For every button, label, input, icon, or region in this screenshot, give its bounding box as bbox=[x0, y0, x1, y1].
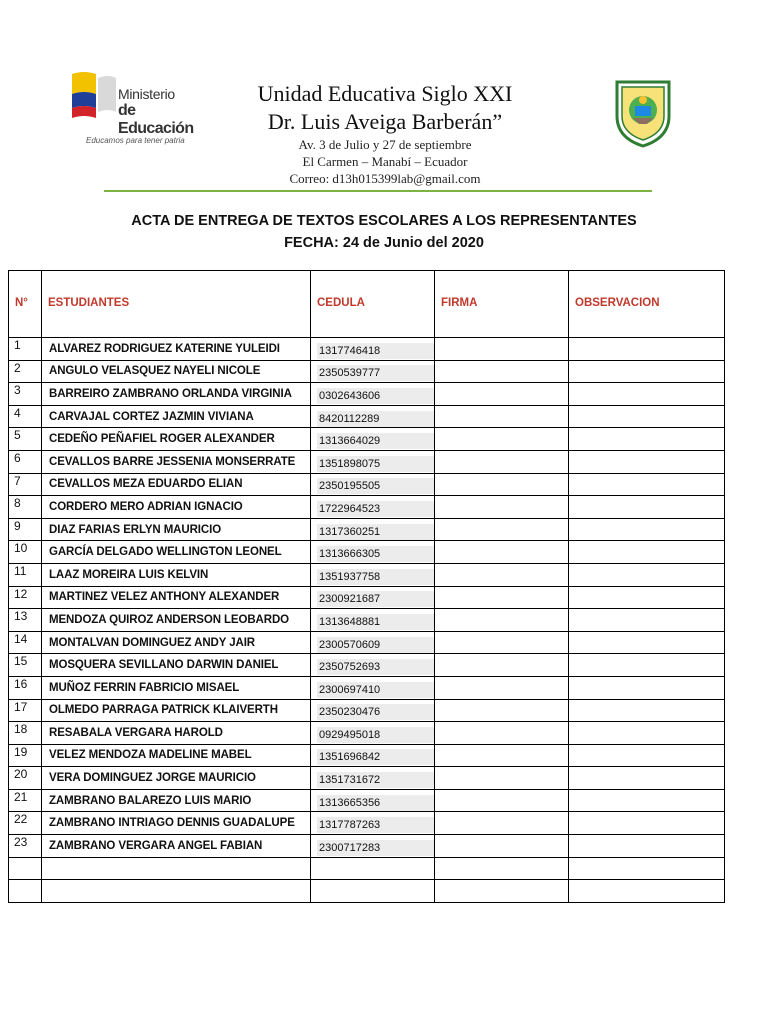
row-number: 18 bbox=[9, 722, 42, 745]
row-number: 21 bbox=[9, 789, 42, 812]
column-header-firma: FIRMA bbox=[435, 271, 569, 338]
student-name: ZAMBRANO VERGARA ANGEL FABIAN bbox=[42, 835, 311, 858]
cedula-cell bbox=[311, 338, 435, 361]
ministry-flag-icon bbox=[70, 68, 118, 126]
table-row bbox=[9, 744, 725, 767]
observation-cell[interactable] bbox=[569, 338, 725, 361]
student-name: MARTINEZ VELEZ ANTHONY ALEXANDER bbox=[42, 586, 311, 609]
document-title-block bbox=[0, 210, 768, 254]
cedula-value: 2300717283 bbox=[317, 840, 435, 856]
observation-cell[interactable] bbox=[569, 405, 725, 428]
table-row bbox=[9, 722, 725, 745]
row-number: 4 bbox=[9, 405, 42, 428]
ministry-name-line2: de Educación bbox=[118, 102, 194, 137]
row-number: 9 bbox=[9, 518, 42, 541]
observation-cell[interactable] bbox=[569, 767, 725, 790]
observation-cell[interactable] bbox=[569, 744, 725, 767]
row-number: 19 bbox=[9, 744, 42, 767]
cedula-cell bbox=[311, 563, 435, 586]
column-header-cedula: CEDULA bbox=[311, 271, 435, 338]
email-line: Correo: d13h015399lab@gmail.com bbox=[289, 171, 481, 186]
observation-cell[interactable] bbox=[569, 541, 725, 564]
table-row bbox=[9, 338, 725, 361]
table-row bbox=[9, 654, 725, 677]
cedula-value: 1351937758 bbox=[317, 569, 435, 585]
cedula-cell bbox=[311, 496, 435, 519]
ministry-logo bbox=[70, 68, 194, 152]
signature-cell[interactable] bbox=[435, 338, 569, 361]
signature-cell[interactable] bbox=[435, 880, 569, 903]
student-name: VERA DOMINGUEZ JORGE MAURICIO bbox=[42, 767, 311, 790]
cedula-value: 1351898075 bbox=[317, 456, 435, 472]
signature-cell[interactable] bbox=[435, 383, 569, 406]
table-header-row bbox=[9, 271, 725, 338]
cedula-cell bbox=[311, 450, 435, 473]
cedula-cell bbox=[311, 857, 435, 880]
column-header-number: N° bbox=[9, 271, 42, 338]
observation-cell[interactable] bbox=[569, 857, 725, 880]
observation-cell[interactable] bbox=[569, 609, 725, 632]
cedula-cell bbox=[311, 767, 435, 790]
table-row bbox=[9, 405, 725, 428]
student-name: BARREIRO ZAMBRANO ORLANDA VIRGINIA bbox=[42, 383, 311, 406]
student-name: GARCÍA DELGADO WELLINGTON LEONEL bbox=[42, 541, 311, 564]
cedula-value: 1317787263 bbox=[317, 817, 435, 833]
signature-cell[interactable] bbox=[435, 654, 569, 677]
signature-cell[interactable] bbox=[435, 473, 569, 496]
student-name: MONTALVAN DOMINGUEZ ANDY JAIR bbox=[42, 631, 311, 654]
table-row bbox=[9, 496, 725, 519]
cedula-value: 1313665356 bbox=[317, 795, 435, 811]
row-number: 10 bbox=[9, 541, 42, 564]
student-name bbox=[42, 857, 311, 880]
header-divider bbox=[104, 190, 652, 192]
cedula-cell bbox=[311, 835, 435, 858]
cedula-cell bbox=[311, 405, 435, 428]
signature-cell[interactable] bbox=[435, 631, 569, 654]
observation-cell[interactable] bbox=[569, 654, 725, 677]
table-row bbox=[9, 541, 725, 564]
cedula-cell bbox=[311, 518, 435, 541]
cedula-cell bbox=[311, 631, 435, 654]
table-row bbox=[9, 857, 725, 880]
cedula-value: 2300570609 bbox=[317, 637, 435, 653]
observation-cell[interactable] bbox=[569, 722, 725, 745]
cedula-cell bbox=[311, 722, 435, 745]
student-name: MUÑOZ FERRIN FABRICIO MISAEL bbox=[42, 676, 311, 699]
cedula-cell bbox=[311, 541, 435, 564]
row-number: 5 bbox=[9, 428, 42, 451]
signature-cell[interactable] bbox=[435, 541, 569, 564]
cedula-cell bbox=[311, 609, 435, 632]
student-name: CEDEÑO PEÑAFIEL ROGER ALEXANDER bbox=[42, 428, 311, 451]
row-number: 23 bbox=[9, 835, 42, 858]
observation-cell[interactable] bbox=[569, 473, 725, 496]
cedula-value: 1313666305 bbox=[317, 546, 435, 562]
observation-cell[interactable] bbox=[569, 812, 725, 835]
observation-cell[interactable] bbox=[569, 383, 725, 406]
table-row bbox=[9, 880, 725, 903]
row-number bbox=[9, 857, 42, 880]
table-row bbox=[9, 789, 725, 812]
cedula-cell bbox=[311, 360, 435, 383]
document-title: ACTA DE ENTREGA DE TEXTOS ESCOLARES A LOS REPRESENTANTES bbox=[131, 213, 637, 229]
cedula-cell bbox=[311, 586, 435, 609]
signature-cell[interactable] bbox=[435, 428, 569, 451]
signature-cell[interactable] bbox=[435, 722, 569, 745]
cedula-value: 2350752693 bbox=[317, 659, 435, 675]
table-row bbox=[9, 473, 725, 496]
table-row bbox=[9, 835, 725, 858]
row-number: 14 bbox=[9, 631, 42, 654]
student-roster-table bbox=[8, 270, 725, 903]
student-name: LAAZ MOREIRA LUIS KELVIN bbox=[42, 563, 311, 586]
signature-cell[interactable] bbox=[435, 360, 569, 383]
cedula-value: 1317746418 bbox=[317, 343, 435, 359]
cedula-value: 1351731672 bbox=[317, 772, 435, 788]
cedula-cell bbox=[311, 699, 435, 722]
address-line2: El Carmen – Manabí – Ecuador bbox=[302, 154, 468, 169]
table-row bbox=[9, 360, 725, 383]
cedula-cell bbox=[311, 676, 435, 699]
observation-cell[interactable] bbox=[569, 586, 725, 609]
row-number: 11 bbox=[9, 563, 42, 586]
signature-cell[interactable] bbox=[435, 767, 569, 790]
ministry-name-line1: Ministerio bbox=[118, 86, 175, 102]
table-row bbox=[9, 767, 725, 790]
row-number: 3 bbox=[9, 383, 42, 406]
table-row bbox=[9, 518, 725, 541]
table-row bbox=[9, 586, 725, 609]
row-number: 20 bbox=[9, 767, 42, 790]
observation-cell[interactable] bbox=[569, 518, 725, 541]
school-name-line1: Unidad Educativa Siglo XXI bbox=[257, 81, 513, 106]
observation-cell[interactable] bbox=[569, 450, 725, 473]
cedula-cell bbox=[311, 428, 435, 451]
signature-cell[interactable] bbox=[435, 518, 569, 541]
student-name: MOSQUERA SEVILLANO DARWIN DANIEL bbox=[42, 654, 311, 677]
school-header bbox=[230, 80, 540, 187]
cedula-value: 1722964523 bbox=[317, 501, 435, 517]
signature-cell[interactable] bbox=[435, 812, 569, 835]
cedula-value: 8420112289 bbox=[317, 411, 435, 427]
column-header-observacion: OBSERVACION bbox=[569, 271, 725, 338]
cedula-value: 2350195505 bbox=[317, 478, 435, 494]
student-name bbox=[42, 880, 311, 903]
observation-cell[interactable] bbox=[569, 676, 725, 699]
cedula-value: 2350539777 bbox=[317, 365, 435, 381]
observation-cell[interactable] bbox=[569, 789, 725, 812]
cedula-value: 0929495018 bbox=[317, 727, 435, 743]
signature-cell[interactable] bbox=[435, 835, 569, 858]
row-number: 1 bbox=[9, 338, 42, 361]
student-name: CARVAJAL CORTEZ JAZMIN VIVIANA bbox=[42, 405, 311, 428]
row-number: 17 bbox=[9, 699, 42, 722]
row-number: 12 bbox=[9, 586, 42, 609]
student-name: ALVAREZ RODRIGUEZ KATERINE YULEIDI bbox=[42, 338, 311, 361]
signature-cell[interactable] bbox=[435, 789, 569, 812]
signature-cell[interactable] bbox=[435, 563, 569, 586]
signature-cell[interactable] bbox=[435, 450, 569, 473]
student-name: ZAMBRANO INTRIAGO DENNIS GUADALUPE bbox=[42, 812, 311, 835]
signature-cell[interactable] bbox=[435, 609, 569, 632]
row-number: 6 bbox=[9, 450, 42, 473]
student-name: ANGULO VELASQUEZ NAYELI NICOLE bbox=[42, 360, 311, 383]
signature-cell[interactable] bbox=[435, 405, 569, 428]
cedula-value: 2350230476 bbox=[317, 704, 435, 720]
signature-cell[interactable] bbox=[435, 676, 569, 699]
student-name: MENDOZA QUIROZ ANDERSON LEOBARDO bbox=[42, 609, 311, 632]
table-row bbox=[9, 450, 725, 473]
cedula-cell bbox=[311, 383, 435, 406]
student-name: ZAMBRANO BALAREZO LUIS MARIO bbox=[42, 789, 311, 812]
row-number: 13 bbox=[9, 609, 42, 632]
student-name: RESABALA VERGARA HAROLD bbox=[42, 722, 311, 745]
table-row bbox=[9, 676, 725, 699]
cedula-cell bbox=[311, 654, 435, 677]
signature-cell[interactable] bbox=[435, 699, 569, 722]
cedula-cell bbox=[311, 880, 435, 903]
student-name: OLMEDO PARRAGA PATRICK KLAIVERTH bbox=[42, 699, 311, 722]
student-name: CORDERO MERO ADRIAN IGNACIO bbox=[42, 496, 311, 519]
table-row bbox=[9, 699, 725, 722]
row-number bbox=[9, 880, 42, 903]
school-name-line2: Dr. Luis Aveiga Barberán” bbox=[267, 109, 503, 134]
column-header-students: ESTUDIANTES bbox=[42, 271, 311, 338]
table-row bbox=[9, 563, 725, 586]
row-number: 2 bbox=[9, 360, 42, 383]
student-name: DIAZ FARIAS ERLYN MAURICIO bbox=[42, 518, 311, 541]
table-row bbox=[9, 383, 725, 406]
row-number: 22 bbox=[9, 812, 42, 835]
address-line1: Av. 3 de Julio y 27 de septiembre bbox=[298, 137, 472, 152]
table-row bbox=[9, 428, 725, 451]
cedula-cell bbox=[311, 744, 435, 767]
row-number: 8 bbox=[9, 496, 42, 519]
cedula-cell bbox=[311, 473, 435, 496]
cedula-value: 1313664029 bbox=[317, 433, 435, 449]
student-name: CEVALLOS MEZA EDUARDO ELIAN bbox=[42, 473, 311, 496]
document-date: FECHA: 24 de Junio del 2020 bbox=[284, 235, 484, 251]
cedula-value: 1317360251 bbox=[317, 524, 435, 540]
row-number: 7 bbox=[9, 473, 42, 496]
observation-cell[interactable] bbox=[569, 428, 725, 451]
row-number: 16 bbox=[9, 676, 42, 699]
cedula-value: 2300921687 bbox=[317, 591, 435, 607]
observation-cell[interactable] bbox=[569, 563, 725, 586]
ministry-tagline: Educamos para tener patria bbox=[86, 136, 185, 145]
observation-cell[interactable] bbox=[569, 496, 725, 519]
cedula-value: 2300697410 bbox=[317, 682, 435, 698]
school-seal-icon bbox=[611, 78, 675, 148]
table-row bbox=[9, 812, 725, 835]
student-name: VELEZ MENDOZA MADELINE MABEL bbox=[42, 744, 311, 767]
observation-cell[interactable] bbox=[569, 880, 725, 903]
signature-cell[interactable] bbox=[435, 744, 569, 767]
student-name: CEVALLOS BARRE JESSENIA MONSERRATE bbox=[42, 450, 311, 473]
observation-cell[interactable] bbox=[569, 360, 725, 383]
row-number: 15 bbox=[9, 654, 42, 677]
cedula-cell bbox=[311, 789, 435, 812]
signature-cell[interactable] bbox=[435, 857, 569, 880]
table-row bbox=[9, 631, 725, 654]
cedula-value: 0302643606 bbox=[317, 388, 435, 404]
observation-cell[interactable] bbox=[569, 631, 725, 654]
observation-cell[interactable] bbox=[569, 835, 725, 858]
cedula-value: 1351696842 bbox=[317, 749, 435, 765]
signature-cell[interactable] bbox=[435, 496, 569, 519]
table-row bbox=[9, 609, 725, 632]
cedula-cell bbox=[311, 812, 435, 835]
observation-cell[interactable] bbox=[569, 699, 725, 722]
signature-cell[interactable] bbox=[435, 586, 569, 609]
cedula-value: 1313648881 bbox=[317, 614, 435, 630]
